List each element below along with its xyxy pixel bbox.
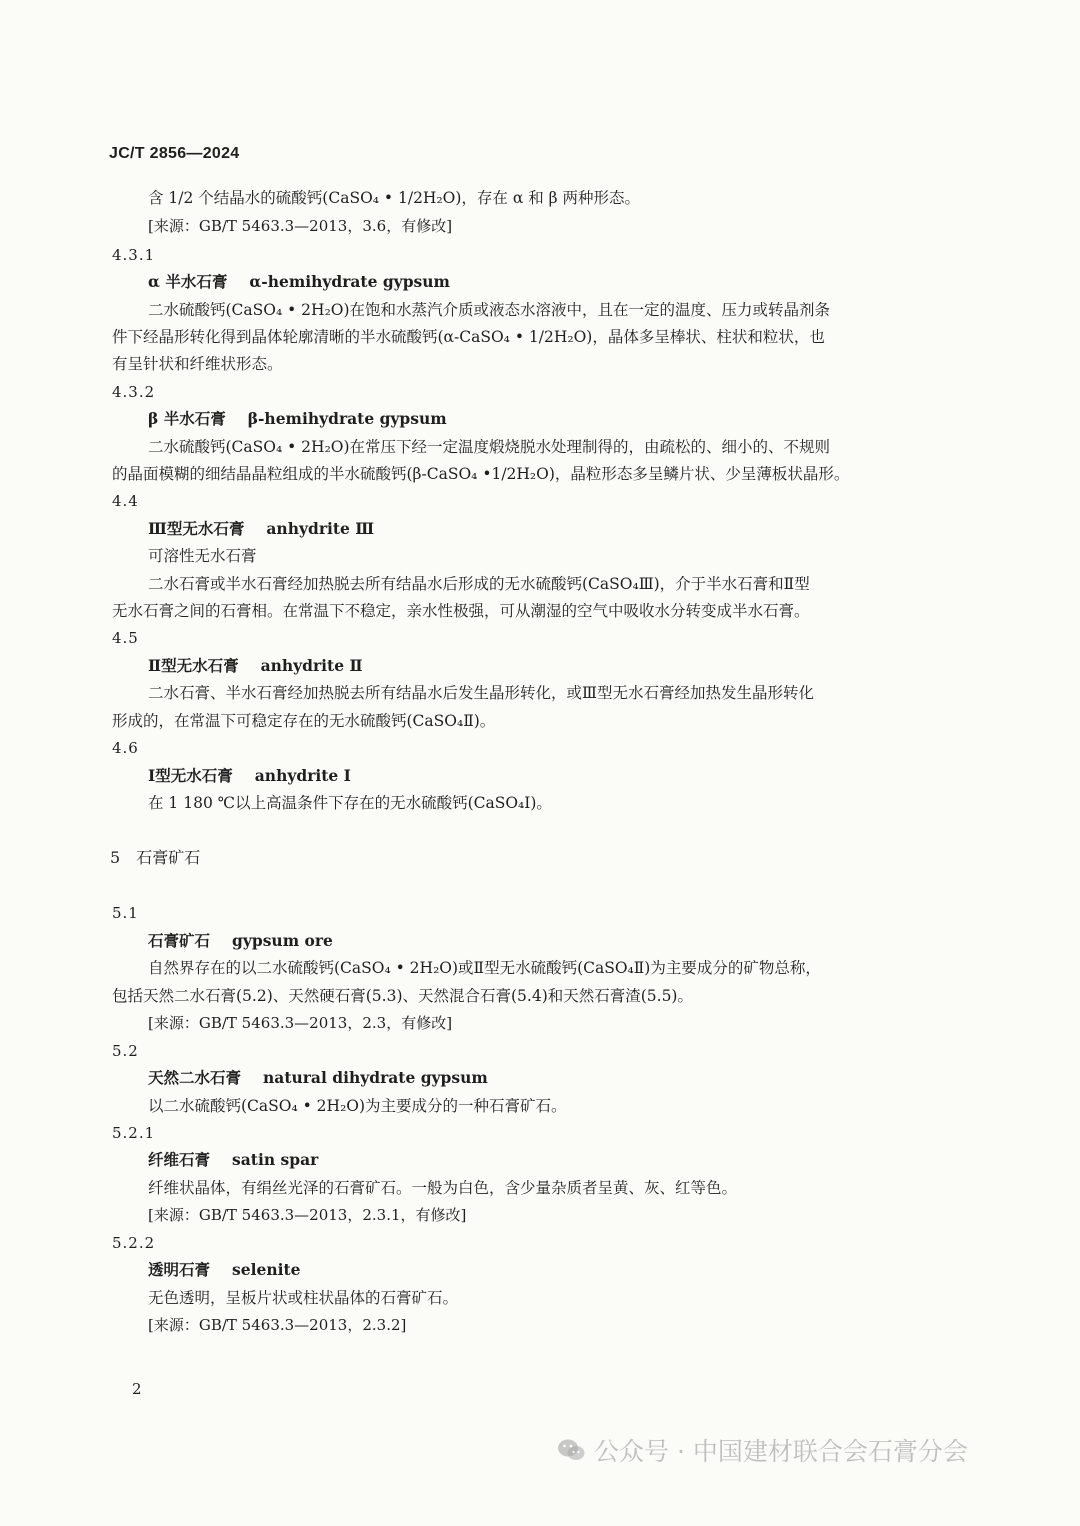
clause-number: 5.1 <box>112 904 139 922</box>
term-en: anhydrite Ⅰ <box>254 766 351 785</box>
text-line: 含 1/2 个结晶水的硫酸钙(CaSO₄ • 1/2H₂O)，存在 α 和 β 两种形态。 <box>148 189 641 207</box>
text-line: 自然界存在的以二水硫酸钙(CaSO₄ • 2H₂O)或Ⅱ型无水硫酸钙(CaSO₄Ⅱ)为主要成分的矿物总称， <box>148 959 821 977</box>
text-line: 无色透明，呈板片状或柱状晶体的石膏矿石。 <box>148 1289 459 1307</box>
watermark <box>556 1432 968 1469</box>
section-title: 石膏矿石 <box>136 848 201 867</box>
text-line: 包括天然二水石膏(5.2)、天然硬石膏(5.3)、天然混合石膏(5.4)和天然石膏渣(5.5)。 <box>112 987 693 1005</box>
clause-number: 4.4 <box>112 492 139 510</box>
text-line: 形成的，在常温下可稳定存在的无水硫酸钙(CaSO₄Ⅱ)。 <box>112 712 496 730</box>
wechat-icon <box>556 1437 586 1469</box>
term-zh: 天然二水石膏 <box>148 1068 242 1087</box>
text-line: 纤维状晶体，有绢丝光泽的石膏矿石。一般为白色，含少量杂质者呈黄、灰、红等色。 <box>148 1179 738 1197</box>
term-en: α-hemihydrate gypsum <box>249 272 450 291</box>
term-zh: 纤维石膏 <box>148 1150 211 1169</box>
term-en: anhydrite Ⅲ <box>266 519 375 538</box>
term-en: β-hemihydrate gypsum <box>247 409 447 428</box>
clause-number: 5.2 <box>112 1042 139 1060</box>
term-zh: Ⅱ型无水石膏 <box>148 656 239 675</box>
term-en: selenite <box>232 1260 301 1279</box>
text-line: 有呈针状和纤维状形态。 <box>112 355 283 373</box>
admitted-term: 可溶性无水石膏 <box>148 547 257 565</box>
term-en: anhydrite Ⅱ <box>260 656 363 675</box>
source-note: [来源：GB/T 5463.3—2013，2.3.1，有修改] <box>148 1206 467 1224</box>
clause-number: 4.5 <box>112 629 139 647</box>
text-line: 件下经晶形转化得到晶体轮廓清晰的半水硫酸钙(α-CaSO₄ • 1/2H₂O)，晶体多呈棒状、柱状和粒状，也 <box>112 328 825 346</box>
clause-number: 4.6 <box>112 739 139 757</box>
text-line: 以二水硫酸钙(CaSO₄ • 2H₂O)为主要成分的一种石膏矿石。 <box>148 1097 567 1115</box>
text-line: 二水石膏、半水石膏经加热脱去所有结晶水后发生晶形转化，或Ⅲ型无水石膏经加热发生晶形转化 <box>148 684 814 702</box>
term-heading <box>148 272 450 292</box>
term-zh: 透明石膏 <box>148 1260 211 1279</box>
source-note: [来源：GB/T 5463.3—2013，3.6，有修改] <box>148 217 453 235</box>
term-zh: Ⅲ型无水石膏 <box>148 519 245 538</box>
term-en: satin spar <box>232 1150 319 1169</box>
term-zh: Ⅰ型无水石膏 <box>148 766 233 785</box>
section-heading <box>110 848 200 868</box>
term-heading <box>148 1068 488 1088</box>
term-heading <box>148 409 447 429</box>
clause-number: 4.3.2 <box>112 383 156 401</box>
text-line: 二水硫酸钙(CaSO₄ • 2H₂O)在饱和水蒸汽介质或液态水溶液中，且在一定的温度、压力或转晶剂条 <box>148 301 831 319</box>
term-zh: α 半水石膏 <box>148 272 228 291</box>
text-line: 二水石膏或半水石膏经加热脱去所有结晶水后形成的无水硫酸钙(CaSO₄Ⅲ)，介于半水石膏和Ⅱ型 <box>148 575 810 593</box>
term-heading <box>148 1260 301 1280</box>
term-heading <box>148 931 333 951</box>
term-en: natural dihydrate gypsum <box>263 1068 488 1087</box>
term-heading <box>148 519 374 539</box>
term-heading <box>148 656 363 676</box>
term-en: gypsum ore <box>232 931 333 950</box>
term-zh: 石膏矿石 <box>148 931 211 950</box>
source-note: [来源：GB/T 5463.3—2013，2.3.2] <box>148 1316 407 1334</box>
clause-number: 5.2.1 <box>112 1124 156 1142</box>
text-line: 二水硫酸钙(CaSO₄ • 2H₂O)在常压下经一定温度煅烧脱水处理制得的，由疏松的、细小的、不规则 <box>148 438 831 456</box>
standard-id: JC/T 2856—2024 <box>109 145 240 162</box>
term-heading <box>148 766 351 786</box>
clause-number: 4.3.1 <box>112 246 156 264</box>
source-note: [来源：GB/T 5463.3—2013，2.3，有修改] <box>148 1014 453 1032</box>
text-line: 的晶面模糊的细结晶晶粒组成的半水硫酸钙(β-CaSO₄ •1/2H₂O)，晶粒形态多呈鳞片状、少呈薄板状晶形。 <box>112 465 850 483</box>
term-zh: β 半水石膏 <box>148 409 226 428</box>
text-line: 在 1 180 ℃以上高温条件下存在的无水硫酸钙(CaSO₄Ⅰ)。 <box>148 794 552 812</box>
term-heading <box>148 1150 318 1170</box>
page-number: 2 <box>132 1380 142 1398</box>
section-number: 5 <box>110 848 121 867</box>
text-line: 无水石膏之间的石膏相。在常温下不稳定，亲水性极强，可从潮湿的空气中吸收水分转变成半水石膏。 <box>112 602 810 620</box>
clause-number: 5.2.2 <box>112 1234 156 1252</box>
watermark-text: 公众号 · 中国建材联合会石膏分会 <box>594 1437 968 1466</box>
